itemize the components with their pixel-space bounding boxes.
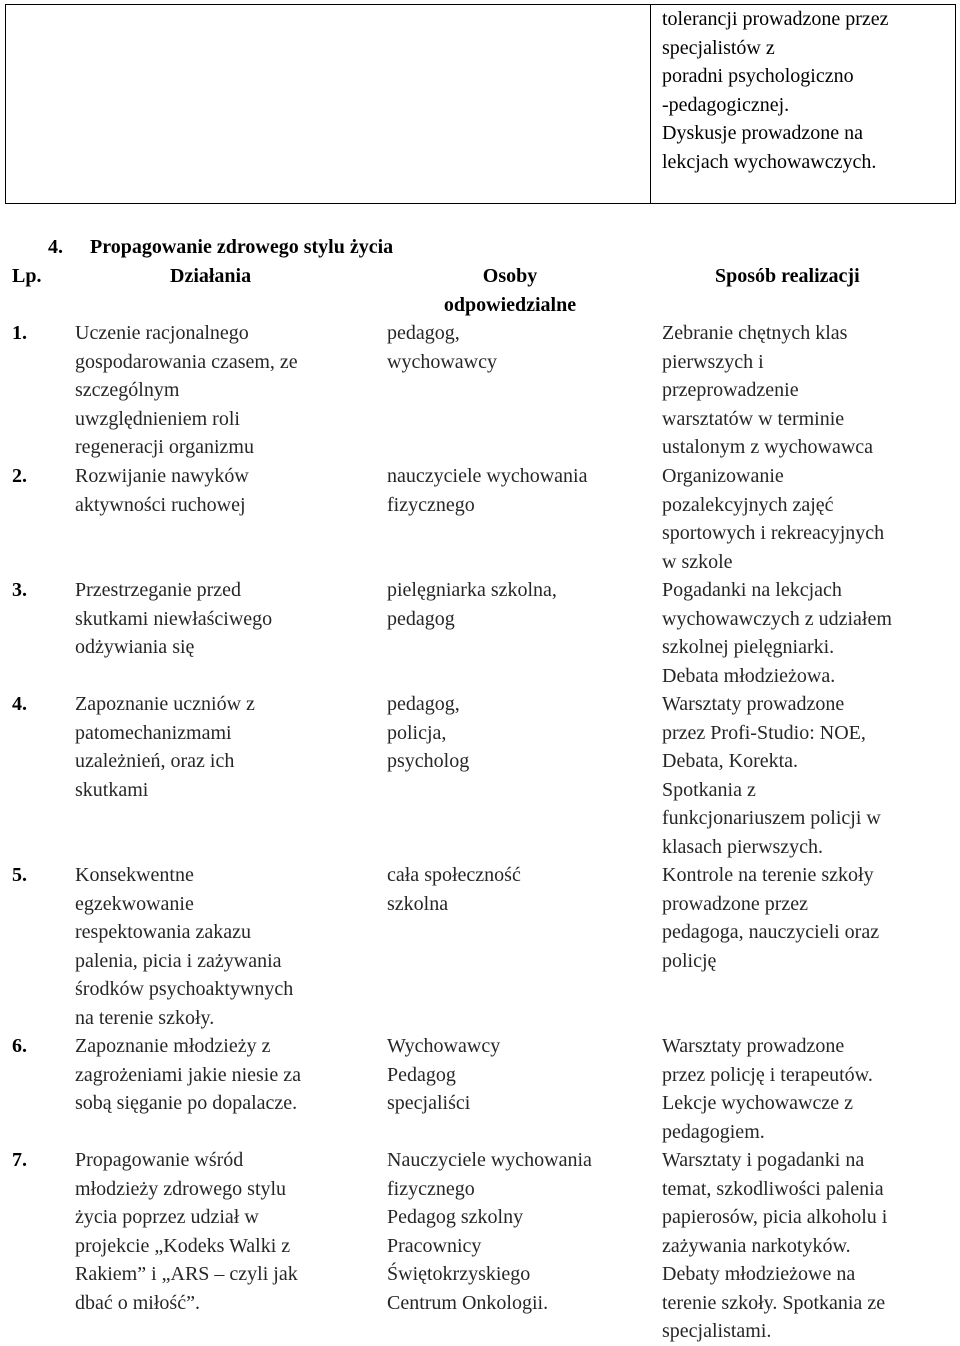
row-4-number: 4. xyxy=(12,693,27,715)
row-7-osoby: Nauczyciele wychowania fizycznego Pedagog szkolny Pracownicy Świętokrzyskiego Centrum Onkologii. xyxy=(387,1149,592,1314)
top-table-border-bottom xyxy=(5,203,956,204)
top-table-divider xyxy=(650,4,651,204)
row-3-dzialania: Przestrzeganie przed skutkami niewłaściwego odżywiania się xyxy=(75,579,273,658)
row-6-sposob: Warsztaty prowadzone przez policję i terapeutów. Lekcje wychowawcze z pedagogiem. xyxy=(662,1035,873,1143)
row-6-osoby: Wychowawcy Pedagog specjaliści xyxy=(387,1035,501,1114)
row-7-dzialania: Propagowanie wśród młodzieży zdrowego stylu życia poprzez udział w projekcie „Kodeks Walki z Rakiem” i „ARS – czyli jak dbać o miłość”. xyxy=(75,1149,298,1314)
row-1-number: 1. xyxy=(12,322,27,344)
row-3-number: 3. xyxy=(12,579,27,601)
section-title: Propagowanie zdrowego stylu życia xyxy=(90,236,394,258)
row-3-osoby: pielęgniarka szkolna, pedagog xyxy=(387,579,557,630)
row-2-osoby: nauczyciele wychowania fizycznego xyxy=(387,465,588,516)
row-7-sposob: Warsztaty i pogadanki na temat, szkodliwości palenia papierosów, picia alkoholu i zażywania narkotyków. Debaty młodzieżowe na terenie szkoły. Spotkania ze specjalistami. xyxy=(662,1149,888,1342)
row-6-dzialania: Zapoznanie młodzieży z zagrożeniami jakie niesie za sobą sięganie po dopalacze. xyxy=(75,1035,301,1114)
top-table-border-right xyxy=(955,4,956,204)
row-1-osoby: pedagog, wychowawcy xyxy=(387,322,497,373)
row-5-sposob: Kontrole na terenie szkoły prowadzone przez pedagoga, nauczycieli oraz policję xyxy=(662,864,880,972)
header-osoby: Osoby odpowiedzialne xyxy=(443,265,577,316)
row-3-sposob: Pogadanki na lekcjach wychowawczych z udziałem szkolnej pielęgniarki. Debata młodzieżowa. xyxy=(662,579,892,687)
row-1-dzialania: Uczenie racjonalnego gospodarowania czasem, ze szczególnym uwzględnieniem roli regeneracji organizmu xyxy=(75,322,298,458)
row-1-sposob: Zebranie chętnych klas pierwszych i przeprowadzenie warsztatów w terminie ustalonym z wychowawca xyxy=(662,322,874,458)
row-4-dzialania: Zapoznanie uczniów z patomechanizmami uzależnień, oraz ich skutkami xyxy=(75,693,255,801)
header-dzialania: Działania xyxy=(170,265,252,287)
row-5-number: 5. xyxy=(12,864,27,886)
header-lp: Lp. xyxy=(12,265,42,287)
section-number: 4. xyxy=(48,236,63,258)
row-2-number: 2. xyxy=(12,465,27,487)
header-sposob: Sposób realizacji xyxy=(715,265,860,287)
row-7-number: 7. xyxy=(12,1149,27,1171)
row-4-sposob: Warsztaty prowadzone przez Profi-Studio: NOE, Debata, Korekta. Spotkania z funkcjonariuszem policji w klasach pierwszych. xyxy=(662,693,881,858)
row-2-dzialania: Rozwijanie nawyków aktywności ruchowej xyxy=(75,465,249,516)
row-4-osoby: pedagog, policja, psycholog xyxy=(387,693,470,772)
row-5-dzialania: Konsekwentne egzekwowanie respektowania zakazu palenia, picia i zażywania środków psychoaktywnych na terenie szkoły. xyxy=(75,864,294,1029)
row-6-number: 6. xyxy=(12,1035,27,1057)
row-5-osoby: cała społeczność szkolna xyxy=(387,864,521,915)
top-table-border-left xyxy=(5,4,6,204)
top-cell-text: tolerancji prowadzone przez specjalistów z poradni psychologiczno -pedagogicznej. Dyskusje prowadzone na lekcjach wychowawczych. xyxy=(662,8,889,173)
row-2-sposob: Organizowanie pozalekcyjnych zajęć sportowych i rekreacyjnych w szkole xyxy=(662,465,885,573)
